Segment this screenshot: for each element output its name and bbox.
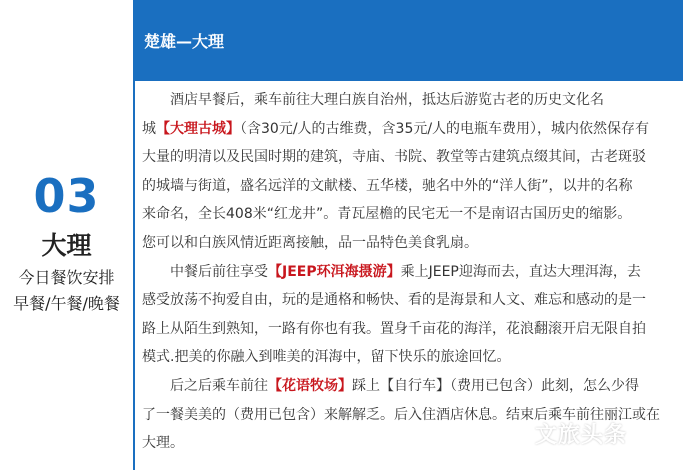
itinerary-paragraph <box>142 258 683 372</box>
paragraph-text: 来命名，全长408米“红龙井”。青瓦屋檐的民宅无一不是南诏古国历史的缩影。 <box>142 206 632 223</box>
paragraph-text: 城 <box>142 120 156 137</box>
paragraph-text: 感受放荡不拘爱自由，玩的是通格和畅快、看的是海景和人文、难忘和感动的是一 <box>142 292 646 309</box>
paragraph-text: 酒店早餐后，乘车前往大理白族自治州，抵达后游览古老的历史文化名 <box>170 92 604 108</box>
paragraph-text: 路上从陌生到熟知，一路有你也有我。置身千亩花的海洋，花浪翻滚开启无限自拍 <box>142 320 646 337</box>
meal-title: 今日餐饮安排 <box>18 268 115 287</box>
paragraph-line <box>142 115 683 144</box>
paragraph-text: 大量的明清以及民国时期的建筑，寺庙、书院、教堂等古建筑点缀其间，古老斑驳 <box>142 149 646 166</box>
day-city: 大理 <box>41 231 92 260</box>
paragraph-line <box>142 258 683 287</box>
meal-list: 早餐/午餐/晚餐 <box>13 294 120 313</box>
highlighted-attraction: 【大理古城】 <box>156 120 240 137</box>
itinerary-content <box>142 86 683 458</box>
paragraph-text: 踩上【自行车】（费用已包含）此刻，怎么少得 <box>352 377 639 394</box>
paragraph-text: 了一餐美美的（费用已包含）来解解乏。后入住酒店休息。结束后乘车前往丽江或在 <box>142 406 660 423</box>
paragraph-text: 的城墙与街道，盛名远洋的文献楼、五华楼，驰名中外的“洋人街”，以井的名称 <box>142 177 633 194</box>
paragraph-line <box>142 172 683 201</box>
paragraph-text: 中餐后前往享受 <box>170 263 268 280</box>
paragraph-text: 后之后乘车前往 <box>170 377 268 394</box>
day-number: 03 <box>33 169 100 223</box>
paragraph-line <box>142 229 683 258</box>
paragraph-line <box>142 143 683 172</box>
day-sidebar <box>0 0 133 470</box>
highlighted-attraction: 【花语牧场】 <box>268 377 352 394</box>
paragraph-text: 大理。 <box>142 435 184 452</box>
route-title: 楚雄—大理 <box>144 32 225 51</box>
route-header <box>135 0 683 81</box>
paragraph-text: 模式.把美的你融入到唯美的洱海中，留下快乐的旅途回忆。 <box>142 349 511 366</box>
paragraph-text: 您可以和白族风情近距离接触，品一品特色美食乳扇。 <box>142 234 478 251</box>
watermark: 文旅头条 <box>535 423 628 448</box>
paragraph-text: 乘上JEEP迎海而去，直达大理洱海，去 <box>400 263 641 280</box>
paragraph-line <box>142 315 683 344</box>
paragraph-line <box>142 286 683 315</box>
paragraph-text: （含30元/人的古维费，含35元/人的电瓶车费用），城内依然保存有 <box>240 120 650 137</box>
paragraph-line <box>142 372 683 401</box>
highlighted-attraction: 【JEEP环洱海摄游】 <box>268 263 401 280</box>
paragraph-line <box>142 86 683 115</box>
itinerary-paragraph <box>142 86 683 258</box>
paragraph-line <box>142 200 683 229</box>
paragraph-line <box>142 343 683 372</box>
